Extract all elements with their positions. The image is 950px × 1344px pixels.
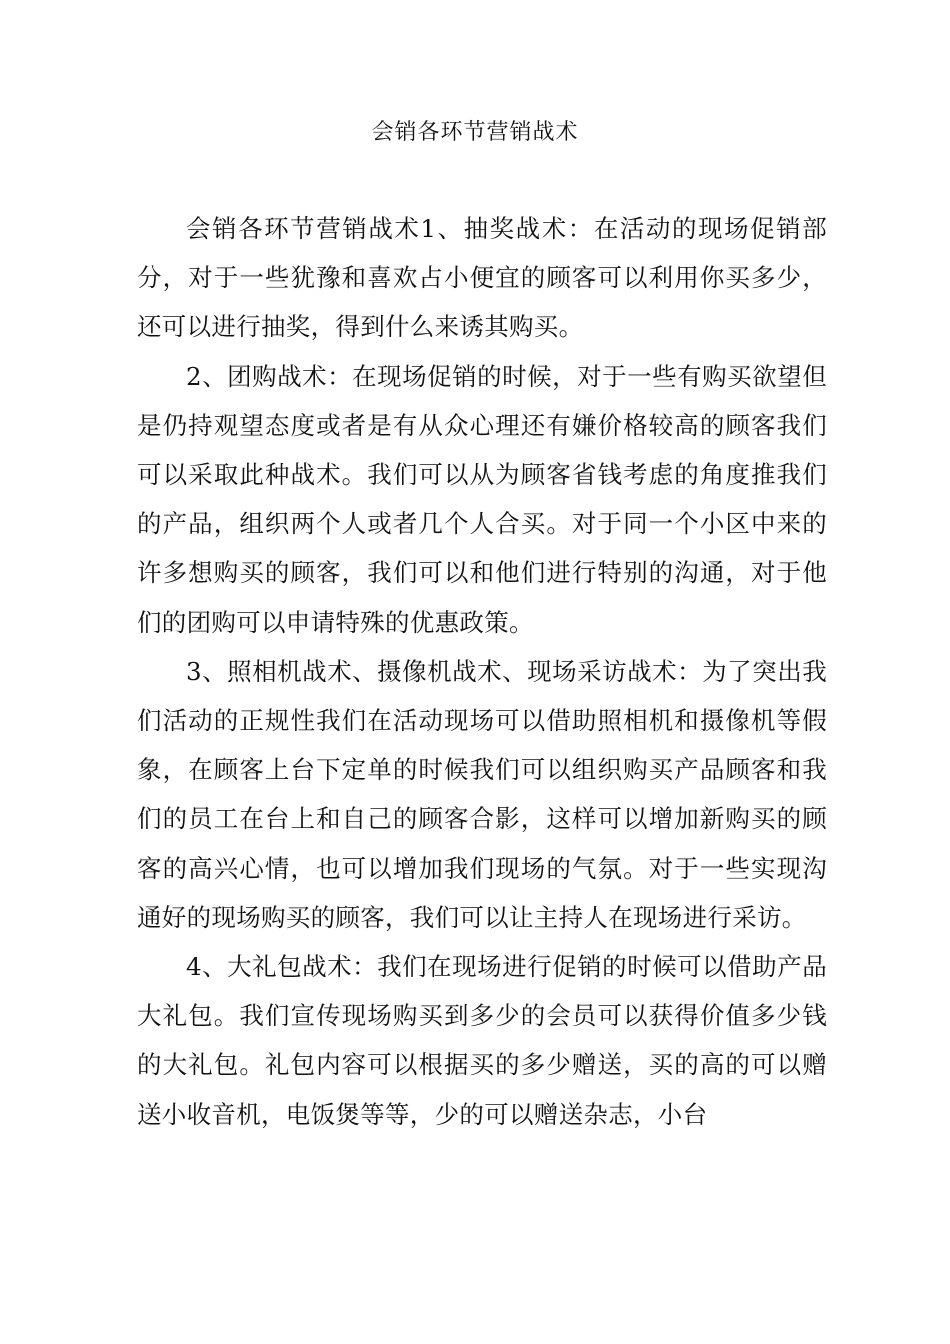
paragraph-2: 2、团购战术：在现场促销的时候，对于一些有购买欲望但是仍持观望态度或者是有从众心理还有嫌价格较高的顾客我们可以采取此种战术。我们可以从为顾客省钱考虑的角度推我们的产品，组织两个人或者几个人合买。对于同一个小区中来的许多想购买的顾客，我们可以和他们进行特别的沟通，对于他们的团购可以申请特殊的优惠政策。 xyxy=(137,361,827,637)
document-title: 会销各环节营销战术 xyxy=(371,120,579,145)
document-body xyxy=(137,204,827,1139)
paragraph-1: 会销各环节营销战术1、抽奖战术：在活动的现场促销部分，对于一些犹豫和喜欢占小便宜的顾客可以利用你买多少，还可以进行抽奖，得到什么来诱其购买。 xyxy=(137,214,827,342)
paragraph-3: 3、照相机战术、摄像机战术、现场采访战术：为了突出我们活动的正规性我们在活动现场可以借助照相机和摄像机等假象，在顾客上台下定单的时候我们可以组织购买产品顾客和我们的员工在台上和自己的顾客合影，这样可以增加新购买的顾客的高兴心情，也可以增加我们现场的气氛。对于一些实现沟通好的现场购买的顾客，我们可以让主持人在现场进行采访。 xyxy=(137,656,827,932)
paragraph-4: 4、大礼包战术：我们在现场进行促销的时候可以借助产品大礼包。我们宣传现场购买到多少的会员可以获得价值多少钱的大礼包。礼包内容可以根据买的多少赠送，买的高的可以赠送小收音机，电饭煲等等，少的可以赠送杂志，小台 xyxy=(137,952,827,1129)
